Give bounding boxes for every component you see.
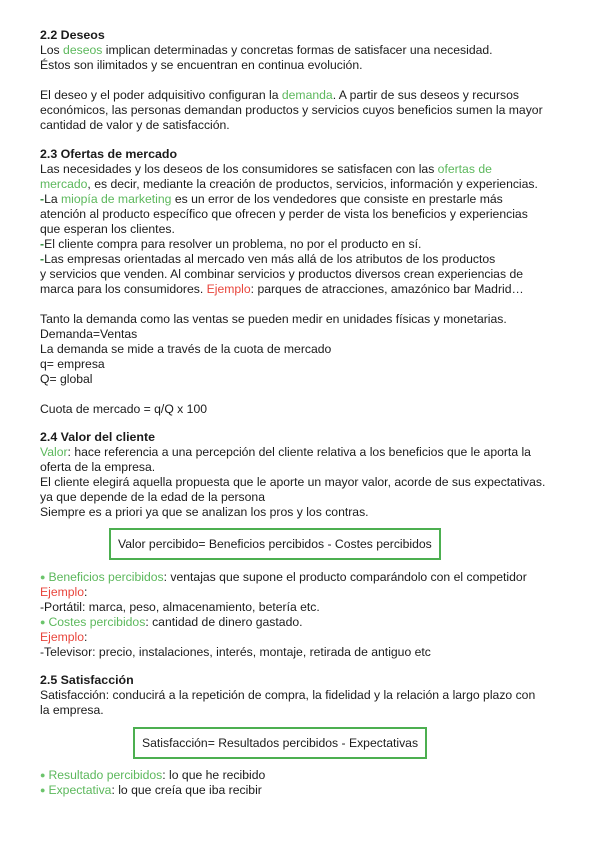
section-satisfaccion xyxy=(40,673,560,798)
section-heading: 2.2 Deseos xyxy=(40,28,105,42)
highlight-term: Costes percibidos xyxy=(48,615,146,629)
bullet-item: ● Costes percibidos: cantidad de dinero gastado. Ejemplo: -Televisor: precio, instalaciones, interés, montaje, retirada de antiguo etc xyxy=(40,615,431,659)
bullet-item: ● Resultado percibidos: lo que he recibido xyxy=(40,768,266,782)
dash-marker: - xyxy=(40,237,45,251)
section-heading: 2.5 Satisfacción xyxy=(40,673,134,687)
bullet-icon: ● xyxy=(40,572,46,582)
bullet-icon: ● xyxy=(40,785,46,795)
bullet-item: -El cliente compra para resolver un problema, no por el producto en sí. xyxy=(40,237,422,251)
section-heading: 2.4 Valor del cliente xyxy=(40,430,156,444)
bullet-item: ● Beneficios percibidos: ventajas que supone el producto comparándolo con el competidor Ejemplo: -Portátil: marca, peso, almacenamiento, betería etc. xyxy=(40,570,527,614)
section-ofertas xyxy=(40,147,560,417)
bullet-icon: ● xyxy=(40,617,46,627)
paragraph: Satisfacción: conducirá a la repetición de compra, la fidelidad y la relación a largo plazo con la empresa. xyxy=(40,688,536,717)
paragraph: Tanto la demanda como las ventas se pueden medir en unidades físicas y monetarias. Demanda=Ventas La demanda se mide a través de la cuota de mercado q= empresa Q= global xyxy=(40,312,507,386)
formula-box: Satisfacción= Resultados percibidos - Expectativas xyxy=(133,727,427,759)
dash-marker: - xyxy=(40,252,45,266)
example-label: Ejemplo xyxy=(206,282,251,296)
example-label: Ejemplo xyxy=(40,630,85,644)
section-valor xyxy=(40,430,560,660)
highlight-term: Beneficios percibidos xyxy=(48,570,164,584)
bullet-item: -La miopía de marketing es un error de los vendedores que consiste en prestarle más atención al producto específico que ofrecen y perder de vista los beneficios y experiencias que esperan los clientes. xyxy=(40,192,528,236)
highlight-term: deseos xyxy=(63,43,103,57)
paragraph: Las necesidades y los deseos de los consumidores se satisfacen con las ofertas de mercado, es decir, mediante la creación de productos, servicios, información y experiencias. xyxy=(40,162,538,191)
formula-box: Valor percibido= Beneficios percibidos - Costes percibidos xyxy=(109,528,441,560)
bullet-item: ● Expectativa: lo que creía que iba recibir xyxy=(40,783,262,797)
bullet-item: -Las empresas orientadas al mercado ven más allá de los atributos de los productos y servicios que venden. Al combinar servicios y productos diversos crean experiencias de marca para los consumidores. Ejemplo: parques de atracciones, amazónico bar Madrid… xyxy=(40,252,524,296)
section-deseos xyxy=(40,28,560,133)
highlight-term: ofertas de xyxy=(437,162,492,176)
paragraph: Los deseos implican determinadas y concretas formas de satisfacer una necesidad. Éstos son ilimitados y se encuentran en continua evolución. xyxy=(40,43,493,72)
highlight-term: Resultado percibidos xyxy=(48,768,163,782)
dash-marker: - xyxy=(40,192,45,206)
bullet-icon: ● xyxy=(40,770,46,780)
formula-line: Cuota de mercado = q/Q x 100 xyxy=(40,402,208,416)
highlight-term: mercado xyxy=(40,177,88,191)
highlight-term: miopía de marketing xyxy=(61,192,172,206)
section-heading: 2.3 Ofertas de mercado xyxy=(40,147,178,161)
example-label: Ejemplo xyxy=(40,585,85,599)
document-page xyxy=(40,28,560,798)
paragraph: El deseo y el poder adquisitivo configuran la demanda. A partir de sus deseos y recursos económicos, las personas demandan productos y servicios cuyos beneficios sumen la mayor cantidad de valor y de satisfacción. xyxy=(40,88,543,132)
paragraph: Valor: hace referencia a una percepción del cliente relativa a los beneficios que le aporta la oferta de la empresa. El cliente elegirá aquella propuesta que le aporte un mayor valor, acorde de sus expectativas. ya que depende de la edad de la persona Siempre es a priori ya que se analizan los pros y los contras. xyxy=(40,445,546,519)
highlight-term: Valor xyxy=(40,445,68,459)
highlight-term: Expectativa xyxy=(48,783,112,797)
highlight-term: demanda xyxy=(281,88,333,102)
